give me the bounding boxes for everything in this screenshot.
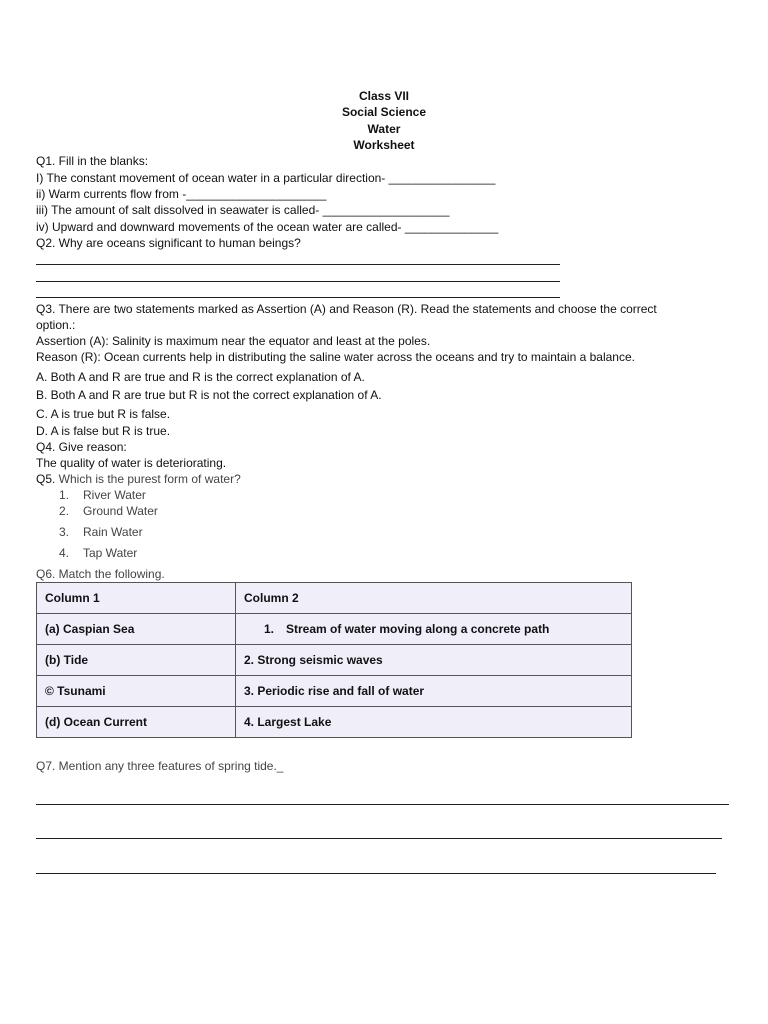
q5-option-2-label: Ground Water	[83, 504, 158, 518]
q5-title	[36, 471, 241, 487]
q5-question: Which is the purest form of water?	[55, 472, 241, 486]
q5-option-3-num: 3.	[59, 525, 70, 539]
q2-answer-line-1	[36, 264, 560, 265]
q1-item-4: iv) Upward and downward movements of the ocean water are called- ______________	[36, 220, 499, 234]
q5-prefix: Q5.	[36, 472, 56, 486]
q3-title: Q3. There are two statements marked as Assertion (A) and Reason (R). Read the statements and choose the correct	[36, 302, 657, 316]
q2-answer-line-2	[36, 281, 560, 282]
q3-title-continued: option.:	[36, 318, 76, 332]
q5-option-2	[59, 503, 158, 519]
column-2-header: Column 2	[236, 583, 632, 614]
table-row	[37, 707, 632, 738]
q3-option-a: A. Both A and R are true and R is the correct explanation of A.	[36, 370, 365, 384]
table-cell-left: (b) Tide	[37, 645, 236, 676]
q2-answer-line-3	[36, 297, 560, 298]
q5-option-4	[59, 545, 137, 561]
q2-title: Q2. Why are oceans significant to human beings?	[36, 236, 301, 250]
q3-reason: Reason (R): Ocean currents help in distributing the saline water across the oceans and try to maintain a balance.	[36, 350, 635, 364]
q7-answer-line-1	[36, 804, 729, 805]
q3-option-d: D. A is false but R is true.	[36, 424, 171, 438]
table-row	[37, 676, 632, 707]
q3-option-c: C. A is true but R is false.	[36, 407, 171, 421]
q7-answer-line-3	[36, 873, 716, 874]
q5-option-2-num: 2.	[59, 504, 70, 518]
table-cell-number: 1.	[264, 622, 275, 636]
q1-item-2: ii) Warm currents flow from -_____________________	[36, 187, 327, 201]
q5-option-4-num: 4.	[59, 546, 70, 560]
table-cell-left: (a) Caspian Sea	[37, 614, 236, 645]
table-cell-right: 4. Largest Lake	[236, 707, 632, 738]
subject-heading: Social Science	[341, 105, 427, 119]
q5-option-1-label: River Water	[83, 488, 146, 502]
q7-title: Q7. Mention any three features of spring tide._	[36, 759, 284, 773]
q7-answer-line-2	[36, 838, 722, 839]
q5-option-3-label: Rain Water	[83, 525, 143, 539]
topic-heading: Water	[367, 122, 401, 136]
table-cell-right	[236, 614, 632, 645]
table-cell-right: 3. Periodic rise and fall of water	[236, 676, 632, 707]
table-cell-text: Stream of water moving along a concrete path	[286, 622, 550, 636]
q3-assertion: Assertion (A): Salinity is maximum near the equator and least at the poles.	[36, 334, 431, 348]
worksheet-heading: Worksheet	[353, 138, 415, 152]
table-cell-right: 2. Strong seismic waves	[236, 645, 632, 676]
match-table	[36, 582, 632, 738]
table-row	[37, 645, 632, 676]
q1-item-3: iii) The amount of salt dissolved in seawater is called- ___________________	[36, 203, 450, 217]
q4-text: The quality of water is deteriorating.	[36, 456, 227, 470]
table-header-row	[37, 583, 632, 614]
class-heading: Class VII	[358, 89, 410, 103]
q1-title: Q1. Fill in the blanks:	[36, 154, 149, 168]
q1-item-1: I) The constant movement of ocean water in a particular direction- ________________	[36, 171, 496, 185]
table-cell-left: (d) Ocean Current	[37, 707, 236, 738]
q6-title: Q6. Match the following.	[36, 567, 165, 581]
q5-option-1-num: 1.	[59, 488, 70, 502]
column-1-header: Column 1	[37, 583, 236, 614]
q4-title: Q4. Give reason:	[36, 440, 127, 454]
q3-option-b: B. Both A and R are true but R is not the correct explanation of A.	[36, 388, 382, 402]
q5-option-1	[59, 487, 146, 503]
q5-option-4-label: Tap Water	[83, 546, 138, 560]
q5-option-3	[59, 524, 143, 540]
table-row	[37, 614, 632, 645]
table-cell-left: © Tsunami	[37, 676, 236, 707]
